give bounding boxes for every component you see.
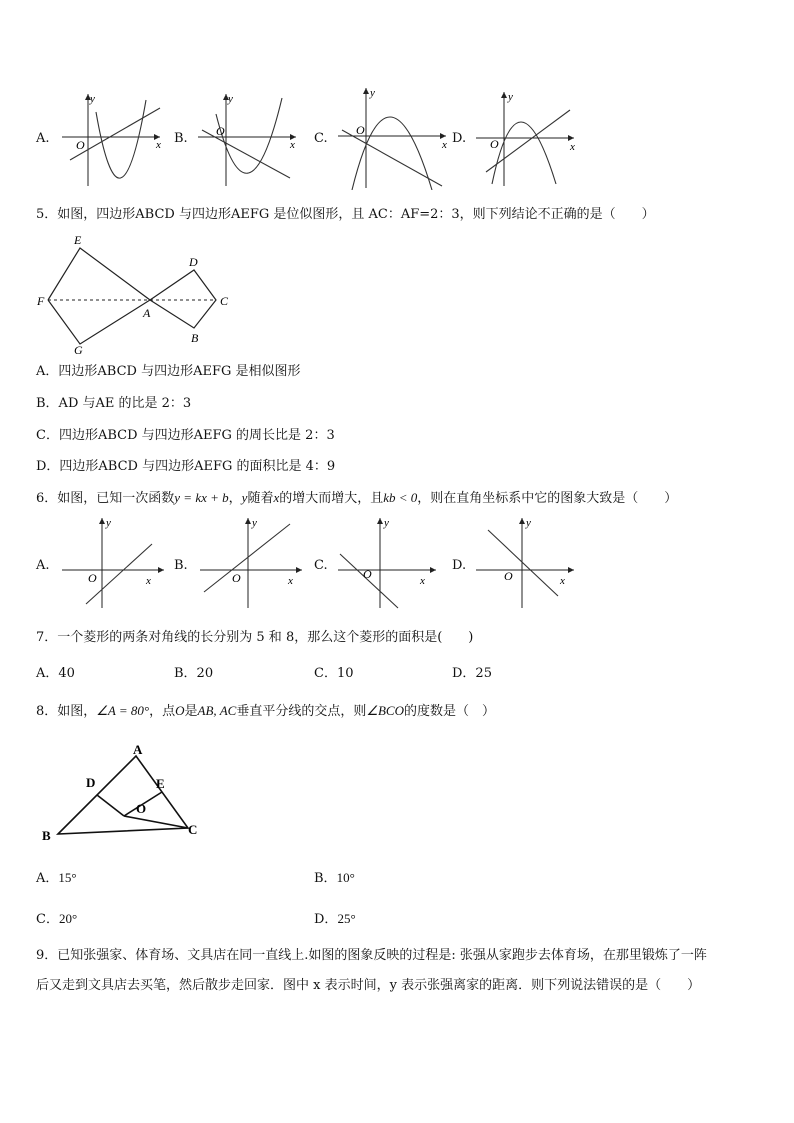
q6c-origin-label: O — [363, 567, 372, 581]
q8-label-b: B — [42, 828, 51, 843]
q5-label-b: B — [191, 331, 199, 345]
q5-option-b: B．AD 与AE 的比是 2：3 — [36, 396, 192, 411]
q8-option-c — [36, 911, 77, 928]
q8-label-a: A — [133, 742, 143, 757]
q8-option-b — [314, 870, 355, 887]
q4a-origin-label: O — [76, 138, 85, 152]
q8-label-d: D — [86, 775, 96, 790]
q6-stem-formula: y = kx + b — [174, 490, 229, 505]
q4-graph-d — [474, 88, 578, 188]
q8-stem-angle-a: ∠A = 80° — [96, 703, 150, 718]
q8-label-c: C — [188, 822, 198, 837]
q6-graph-b — [198, 514, 308, 610]
q5-stem: 5．如图，四边形ABCD 与四边形AEFG 是位似图形，且 AC：AF=2：3，则下列结论不正确的是（ ） — [36, 207, 655, 222]
q4c-y-label: y — [370, 87, 375, 99]
q5-label-g: G — [74, 343, 83, 356]
q8-option-d-letter: D． — [314, 912, 338, 927]
q4-graph-b — [196, 90, 306, 190]
q6-graph-d — [474, 514, 578, 610]
q6-graph-a — [60, 514, 170, 610]
q6d-x-label: x — [560, 575, 565, 587]
q6-option-a-label: A. — [36, 558, 50, 573]
q6a-origin-label: O — [88, 571, 97, 585]
q5-option-a: A．四边形ABCD 与四边形AEFG 是相似图形 — [36, 364, 301, 379]
q6a-y-label: y — [106, 517, 111, 529]
q8-stem-sides: AB, AC — [197, 703, 237, 718]
q5-option-d: D．四边形ABCD 与四边形AEFG 的面积比是 4：9 — [36, 459, 336, 474]
q4-option-b-label: B. — [174, 131, 188, 146]
q7-stem: 7．一个菱形的两条对角线的长分别为 5 和 8，那么这个菱形的面积是( ) — [36, 630, 474, 645]
q4b-origin-label: O — [216, 124, 225, 138]
q6-stem-x: x — [273, 490, 280, 505]
q8-stem-part-9: 的度数是（ ） — [403, 704, 495, 719]
q8-stem-angle-bco: ∠BCO — [366, 703, 404, 718]
q8-option-a-letter: A． — [36, 871, 59, 886]
q6c-y-label: y — [384, 517, 389, 529]
q8-option-c-value: 20° — [58, 911, 78, 926]
q8-option-b-letter: B． — [314, 871, 337, 886]
q6c-x-label: x — [420, 575, 425, 587]
q8-label-e: E — [156, 776, 165, 791]
q8-option-a-value: 15° — [58, 870, 77, 885]
q6-stem-part-5: 随着 — [247, 491, 274, 506]
q7-option-a: A．40 — [36, 666, 75, 681]
q9-stem-line-2: 后又走到文具店去买笔，然后散步走回家．图中 x 表示时间，y 表示张强离家的距离．则下列说法错误的是（ ） — [36, 978, 701, 993]
q6-stem — [36, 490, 677, 507]
q8-option-c-letter: C． — [36, 912, 59, 927]
q8-option-d — [314, 911, 356, 928]
q6d-origin-label: O — [504, 569, 513, 583]
q8-stem — [36, 703, 495, 720]
q4-option-c-label: C. — [314, 131, 328, 146]
q6-stem-part-3: ， — [228, 491, 242, 506]
q6b-x-label: x — [288, 575, 293, 587]
q4d-y-label: y — [508, 91, 513, 103]
q8-stem-part-3: ，点 — [149, 704, 176, 719]
q4c-x-label: x — [442, 139, 447, 151]
q5-figure — [34, 230, 244, 356]
q6-option-c-label: C. — [314, 558, 328, 573]
q5-label-e: E — [74, 233, 82, 247]
q6b-origin-label: O — [232, 571, 241, 585]
q8-option-d-value: 25° — [337, 911, 356, 926]
q4b-y-label: y — [228, 93, 233, 105]
q4c-origin-label: O — [356, 123, 365, 137]
q8-stem-part-5: 是 — [184, 704, 198, 719]
q6-option-d-label: D. — [452, 558, 467, 573]
q6-stem-part-7: 的增大而增大，且 — [279, 491, 384, 506]
q6d-y-label: y — [526, 517, 531, 529]
q6-stem-part-1: 6．如图，已知一次函数 — [36, 491, 175, 506]
q8-figure — [38, 740, 208, 844]
q8-option-a — [36, 870, 77, 887]
q7-option-b: B．20 — [174, 666, 214, 681]
q8-stem-part-7: 垂直平分线的交点，则 — [236, 704, 367, 719]
q6-option-b-label: B. — [174, 558, 188, 573]
q6-stem-y: y — [241, 490, 248, 505]
q6-stem-condition: kb < 0 — [383, 490, 418, 505]
q4b-x-label: x — [290, 139, 295, 151]
q7-option-c: C．10 — [314, 666, 354, 681]
q8-option-b-value: 10° — [336, 870, 355, 885]
q5-label-c: C — [220, 294, 229, 308]
q8-stem-part-1: 8．如图， — [36, 704, 97, 719]
q4-graph-c — [336, 84, 450, 190]
q6b-y-label: y — [252, 517, 257, 529]
q4d-x-label: x — [570, 141, 575, 153]
q6a-x-label: x — [146, 575, 151, 587]
q4-option-d-label: D. — [452, 131, 467, 146]
q6-graph-c — [336, 514, 446, 610]
q9-stem-line-1: 9．已知张强家、体育场、文具店在同一直线上.如图的图象反映的过程是: 张强从家跑步去体育场，在那里锻炼了一阵 — [36, 948, 707, 963]
q6-stem-part-9: ，则在直角坐标系中它的图象大致是（ ） — [417, 491, 678, 506]
q4-option-a-label: A. — [36, 131, 50, 146]
q4-graph-a — [60, 90, 170, 190]
q8-stem-point-o: O — [175, 703, 185, 718]
q5-option-c: C．四边形ABCD 与四边形AEFG 的周长比是 2：3 — [36, 428, 335, 443]
q4a-y-label: y — [90, 93, 95, 105]
q8-label-o: O — [136, 801, 147, 816]
q4a-x-label: x — [156, 139, 161, 151]
q7-option-d: D．25 — [452, 666, 492, 681]
q5-label-d: D — [189, 255, 198, 269]
q5-label-a: A — [143, 306, 151, 320]
q5-label-f: F — [37, 294, 45, 308]
q4d-origin-label: O — [490, 137, 499, 151]
